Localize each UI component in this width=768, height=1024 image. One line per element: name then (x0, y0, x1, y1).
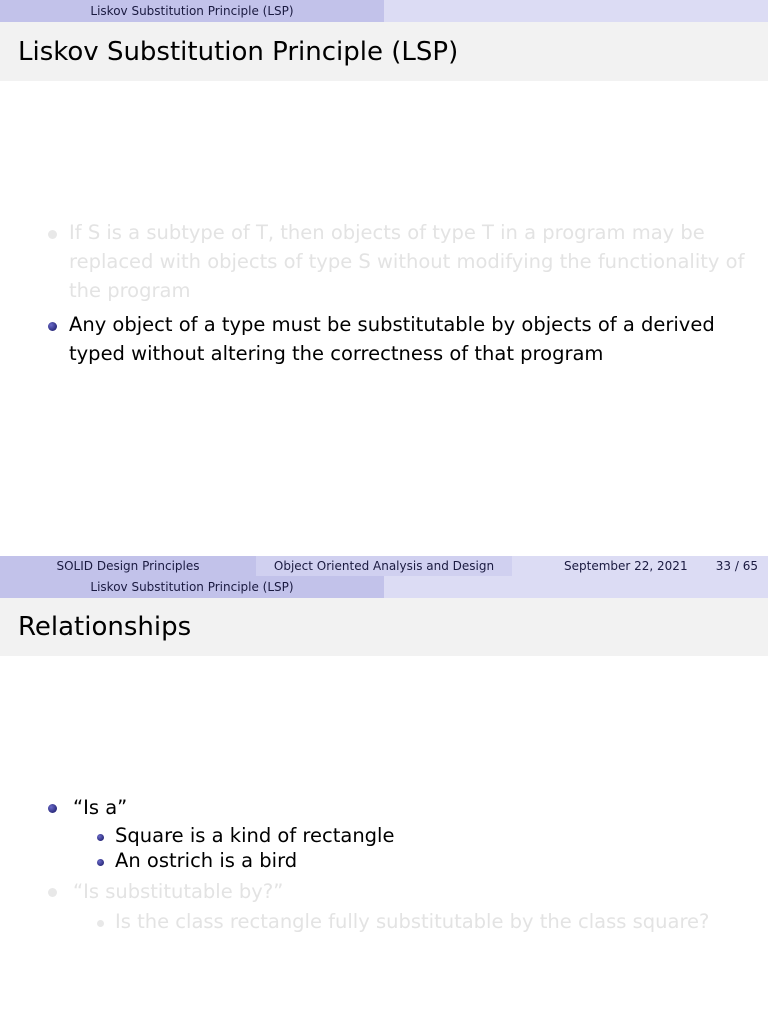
sub-bullet-text: Is the class rectangle fully substitutable by the class square? (115, 910, 710, 933)
bullet-text: “Is substitutable by?” (73, 880, 284, 903)
bullet-item-faded (69, 218, 744, 305)
footer-date: September 22, 2021 (564, 559, 688, 573)
footer-bar (0, 556, 768, 576)
footer-page-number[interactable]: 33 / 65 (715, 559, 758, 573)
bullet-line: typed without altering the correctness of that program (69, 342, 604, 365)
sub-bullet-text: Square is a kind of rectangle (115, 824, 395, 847)
bullet-item-faded (73, 877, 283, 906)
bullet-icon (48, 322, 57, 331)
bullet-icon (48, 230, 57, 239)
frame-title: Relationships (0, 598, 768, 656)
headline-subsection (384, 576, 768, 598)
sub-bullet-item (115, 823, 394, 848)
footer-course[interactable]: Object Oriented Analysis and Design (256, 556, 512, 576)
bullet-line: the program (69, 279, 191, 302)
headline-section[interactable]: Liskov Substitution Principle (LSP) (0, 0, 384, 22)
bullet-line: Any object of a type must be substitutable by objects of a derived (69, 313, 715, 336)
bullet-item-active (73, 793, 127, 822)
sub-bullet-item-faded (115, 909, 709, 934)
sub-bullet-item (115, 848, 297, 873)
bullet-text: “Is a” (73, 796, 128, 819)
bullet-icon (48, 888, 57, 897)
slide-34 (0, 576, 768, 1024)
sub-bullet-icon (97, 859, 104, 866)
headline-bar (0, 0, 768, 22)
frame-title: Liskov Substitution Principle (LSP) (0, 22, 768, 81)
sub-bullet-icon (97, 920, 104, 927)
bullet-icon (48, 804, 57, 813)
headline-bar (0, 576, 768, 598)
footer-author[interactable]: SOLID Design Principles (0, 556, 256, 576)
bullet-line: If S is a subtype of T, then objects of type T in a program may be (69, 221, 705, 244)
sub-bullet-icon (97, 834, 104, 841)
footer-date-page (512, 556, 768, 576)
headline-section[interactable]: Liskov Substitution Principle (LSP) (0, 576, 384, 598)
bullet-item-active (69, 310, 715, 368)
sub-bullet-text: An ostrich is a bird (115, 849, 298, 872)
headline-subsection (384, 0, 768, 22)
bullet-line: replaced with objects of type S without modifying the functionality of (69, 250, 745, 273)
